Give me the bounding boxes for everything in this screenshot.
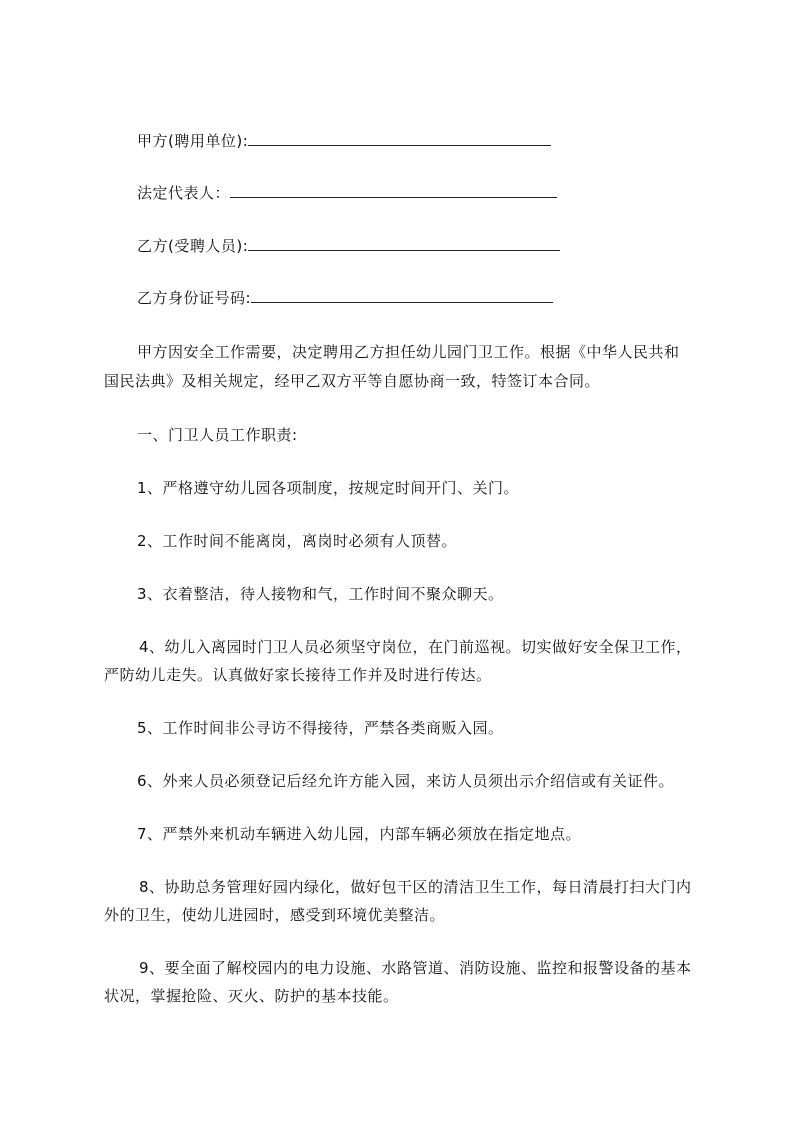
duty-item-9-line-2: 状况，掌握抢险、灭火、防护的基本技能。 xyxy=(104,987,399,1005)
duty-item-4-line-2: 严防幼儿走失。认真做好家长接待工作并及时进行传达。 xyxy=(104,666,492,684)
section-heading: 一、门卫人员工作职责: xyxy=(137,426,298,444)
field-id-number-blank xyxy=(251,288,553,303)
duty-item-8-line-2: 外的卫生，使幼儿进园时，感受到环境优美整洁。 xyxy=(104,906,446,924)
duty-item-8-line-1: 8、协助总务管理好园内绿化，做好包干区的清洁卫生工作，每日清晨打扫大门内 xyxy=(139,878,692,896)
field-employer xyxy=(137,131,551,151)
intro-line-1: 甲方因安全工作需要，决定聘用乙方担任幼儿园门卫工作。根据《中华人民共和 xyxy=(137,343,680,361)
field-legal-rep-label: 法定代表人： xyxy=(137,184,231,202)
duty-item-4-line-1: 4、幼儿入离园时门卫人员必须坚守岗位，在门前巡视。切实做好安全保卫工作， xyxy=(139,638,692,656)
field-legal-rep-blank xyxy=(230,183,557,198)
field-employer-blank xyxy=(248,131,551,146)
duty-item-9-line-1: 9、要全面了解校园内的电力设施、水路管道、消防设施、监控和报警设备的基本 xyxy=(139,959,692,977)
field-legal-rep xyxy=(137,183,557,203)
intro-line-2: 国民法典》及相关规定，经甲乙双方平等自愿协商一致，特签订本合同。 xyxy=(104,372,601,390)
field-employee-blank xyxy=(248,236,560,251)
duty-item-1: 1、严格遵守幼儿园各项制度，按规定时间开门、关门。 xyxy=(137,479,520,497)
field-id-number xyxy=(137,288,553,308)
duty-item-2: 2、工作时间不能离岗，离岗时必须有人顶替。 xyxy=(137,532,458,550)
duty-item-6: 6、外来人员必须登记后经允许方能入园，来访人员须出示介绍信或有关证件。 xyxy=(137,772,675,790)
field-employee xyxy=(137,236,560,256)
duty-item-5: 5、工作时间非公寻访不得接待，严禁各类商贩入园。 xyxy=(137,719,504,737)
duty-item-7: 7、严禁外来机动车辆进入幼儿园，内部车辆必须放在指定地点。 xyxy=(137,825,582,843)
field-id-number-label: 乙方身份证号码: xyxy=(137,289,252,307)
field-employer-label: 甲方(聘用单位): xyxy=(137,132,249,150)
duty-item-3: 3、衣着整洁，待人接物和气，工作时间不聚众聊天。 xyxy=(137,585,504,603)
field-employee-label: 乙方(受聘人员): xyxy=(137,237,249,255)
